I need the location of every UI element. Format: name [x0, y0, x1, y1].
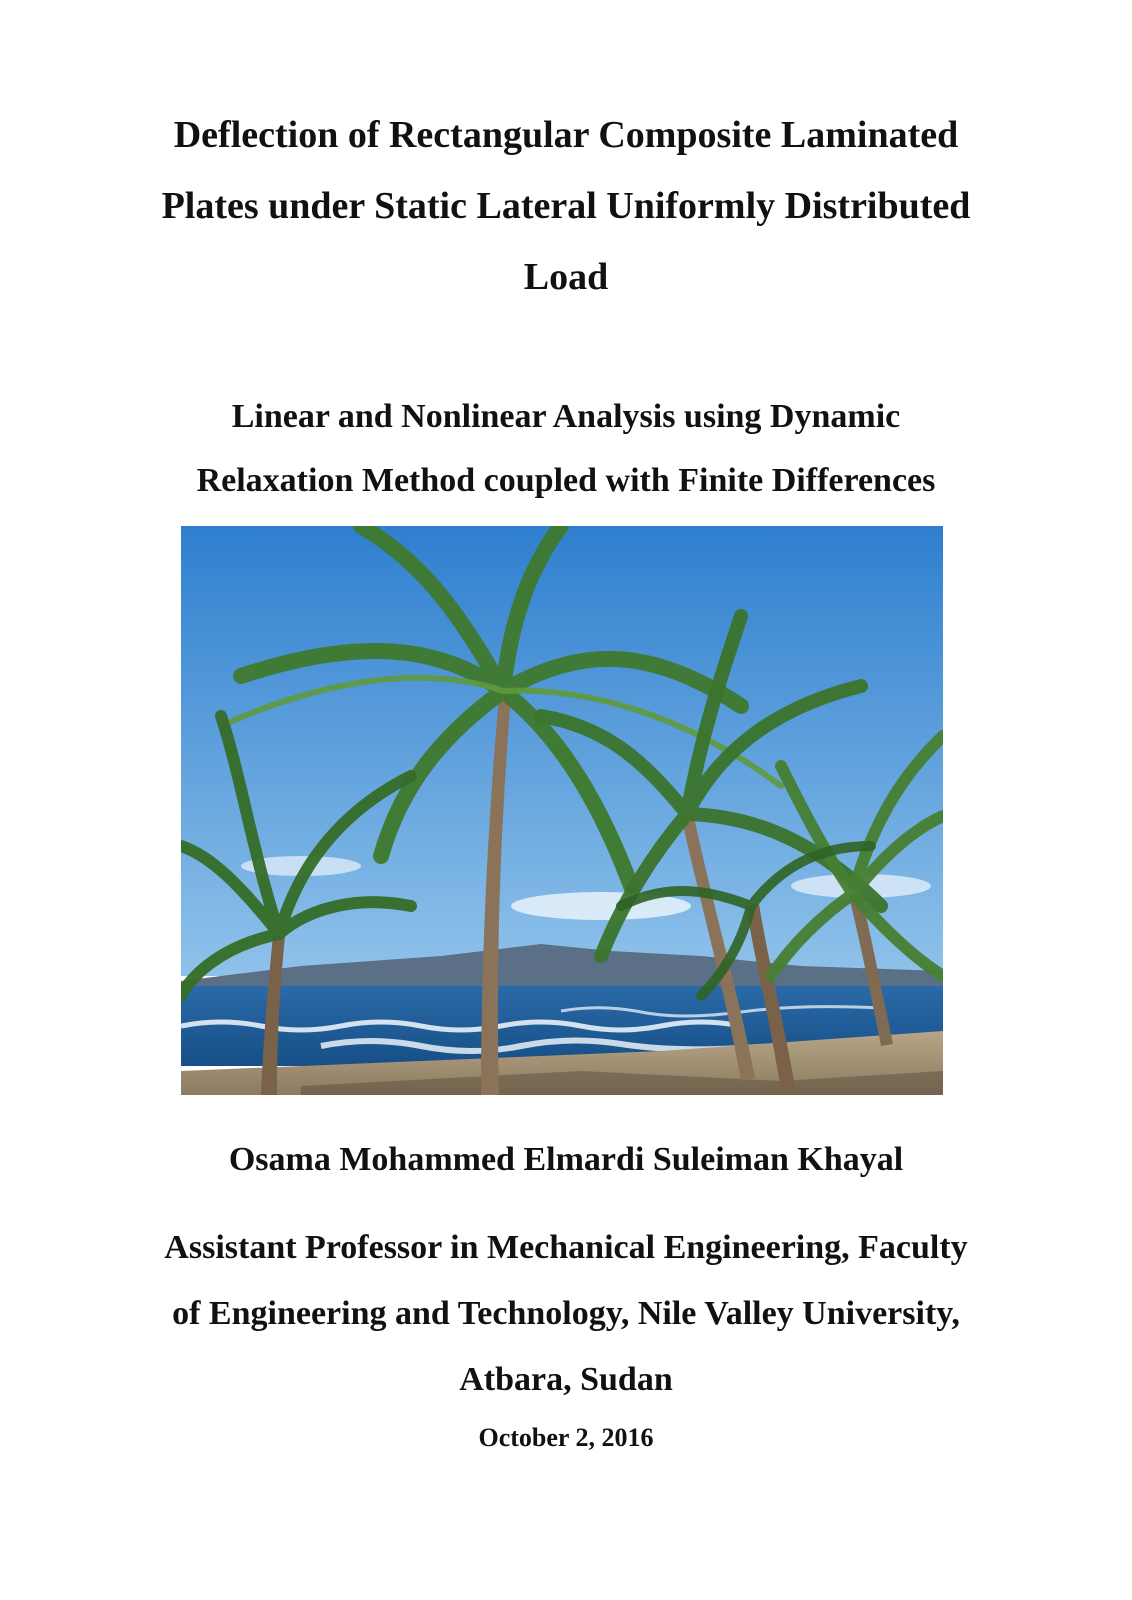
author-affiliation	[80, 1215, 1052, 1413]
title-line: Deflection of Rectangular Composite Laminated	[173, 114, 959, 156]
affiliation-line: of Engineering and Technology, Nile Valley University,	[172, 1295, 960, 1332]
cover-photo	[181, 526, 943, 1095]
publication-date: October 2, 2016	[478, 1423, 654, 1452]
book-subtitle	[80, 385, 1052, 513]
subtitle-line: Linear and Nonlinear Analysis using Dynamic	[231, 398, 901, 435]
title-line: Load	[523, 256, 609, 298]
title-line: Plates under Static Lateral Uniformly Distributed	[161, 185, 971, 227]
affiliation-line: Atbara, Sudan	[459, 1361, 673, 1398]
subtitle-line: Relaxation Method coupled with Finite Differences	[196, 462, 936, 499]
affiliation-line: Assistant Professor in Mechanical Engineering, Faculty	[164, 1229, 968, 1266]
palm-beach-photo-icon	[181, 526, 943, 1095]
book-title	[80, 100, 1052, 313]
author-name: Osama Mohammed Elmardi Suleiman Khayal	[228, 1141, 904, 1178]
